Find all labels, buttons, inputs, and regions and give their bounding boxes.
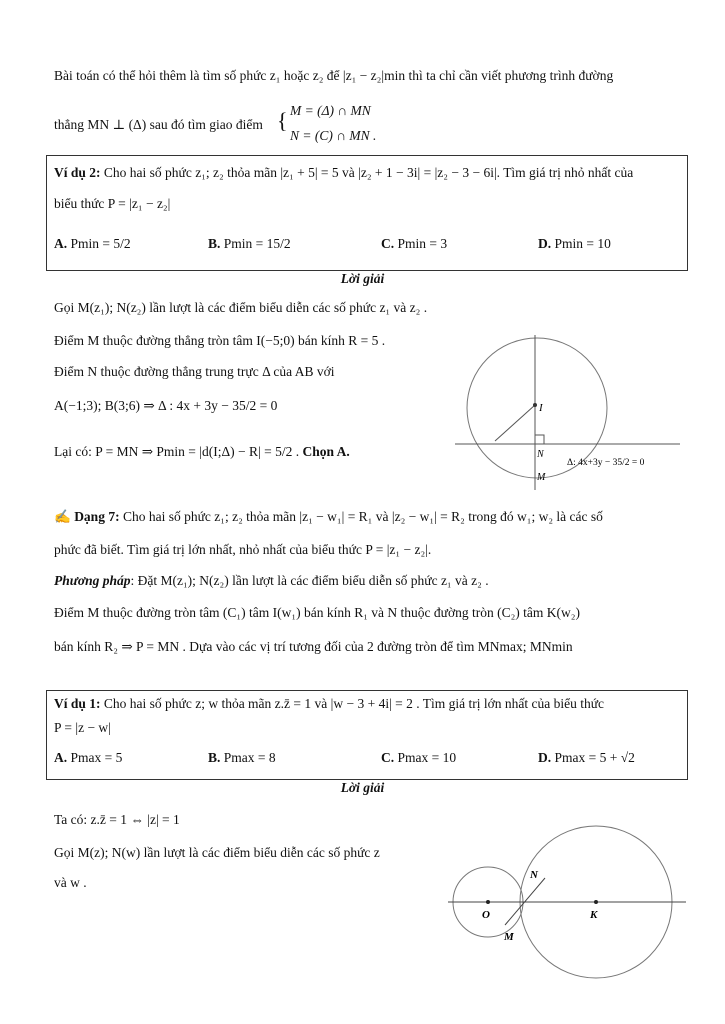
example-2-statement-2: biểu thức P = |z₁ − z₂|: [54, 196, 171, 211]
ex2-solution-line-3: Điểm N thuộc đường thẳng trung trực Δ của AB với: [54, 364, 335, 379]
point-i: [533, 403, 537, 407]
dang-7-line-3: Điểm M thuộc đường tròn tâm (C₁) tâm I(w₁) bán kính R₁ và N thuộc đường tròn (C₂) tâm K(w₂): [54, 605, 580, 620]
example-2-label: Ví dụ 2:: [54, 165, 101, 180]
example-1-label: Ví dụ 1:: [54, 696, 101, 711]
ex1-option-b: B. Pmax = 8: [208, 750, 276, 765]
ex1-option-d: D. Pmax = 5 + √2: [538, 750, 635, 765]
intro-line-2: thẳng MN ⊥ (Δ) sau đó tìm giao điểm: [54, 117, 263, 132]
ex1-option-a: A. Pmax = 5: [54, 750, 123, 765]
ex2-option-d: D. Pmin = 10: [538, 236, 611, 251]
point-o: [486, 900, 490, 904]
dang-7-line-2: phức đã biết. Tìm giá trị lớn nhất, nhỏ nhất của biểu thức P = |z₁ − z₂|.: [54, 542, 432, 557]
answer-choice: Chọn A.: [299, 444, 350, 459]
system-eq-2: N = (C) ∩ MN .: [290, 128, 377, 143]
label-delta-eq: Δ: 4x+3y − 35/2 = 0: [567, 458, 645, 468]
example-1-statement-1: Ví dụ 1: Cho hai số phức z; w thỏa mãn z.z̄ = 1 và |w − 3 + 4i| = 2 . Tìm giá trị lớn nhất của biểu thức: [54, 696, 605, 711]
right-angle-mark: [535, 435, 544, 444]
label-m: M: [537, 472, 546, 483]
method-line: Phương pháp: Đặt M(z₁); N(z₂) lần lượt là các điểm biểu diễn số phức z₁ và z₂ .: [54, 573, 489, 588]
example-2-text: Cho hai số phức z₁; z₂ thỏa mãn |z₁ + 5| = 5 và |z₂ + 1 − 3i| = |z₂ − 3 − 6i|. Tìm giá trị nhỏ nhất của: [100, 165, 634, 180]
ex1-solution-line-2: Gọi M(z); N(w) lần lượt là các điểm biểu diễn các số phức z: [54, 845, 380, 860]
dang-7-line-4: bán kính R₂ ⇒ P = MN . Dựa vào các vị trí tương đối của 2 đường tròn để tìm MNmax; MNmin: [54, 639, 573, 654]
ex1-solution-line-1: Ta có: z.z̄ = 1 ⇔ |z| = 1: [54, 812, 180, 827]
point-k: [594, 900, 598, 904]
radius-segment: [495, 405, 535, 441]
ex2-option-c: C. Pmin = 3: [381, 236, 448, 251]
label-m2: M: [504, 931, 514, 943]
system-eq-1: M = (Δ) ∩ MN: [290, 103, 371, 118]
label-k: K: [590, 909, 598, 921]
ex2-option-b: B. Pmin = 15/2: [208, 236, 291, 251]
label-n: N: [537, 449, 544, 460]
dang-7-label: Dạng 7:: [74, 509, 120, 524]
ex2-solution-line-1: Gọi M(z₁); N(z₂) lần lượt là các điểm biểu diễn các số phức z₁ và z₂ .: [54, 300, 428, 315]
label-o: O: [482, 909, 490, 921]
dang-7-line-1: ✍ Dạng 7: Cho hai số phức z₁; z₂ thỏa mãn |z₁ − w₁| = R₁ và |z₂ − w₁| = R₂ trong đó w₁; w₂ là các số: [54, 509, 603, 524]
intro-line-1: Bài toán có thể hỏi thêm là tìm số phức z₁ hoặc z₂ để |z₁ − z₂|min thì ta chỉ cần viết phương trình đường: [54, 68, 614, 83]
ex2-solution-line-4: A(−1;3); B(3;6) ⇒ Δ : 4x + 3y − 35/2 = 0: [54, 398, 278, 413]
figure-circle-line: [455, 325, 680, 495]
example-2-statement-1: [54, 165, 633, 181]
ex2-solution-title: Lời giải: [340, 271, 385, 286]
system-brace: {: [277, 108, 288, 133]
example-1-statement-2: P = |z − w|: [54, 720, 111, 735]
ex1-solution-title: Lời giải: [340, 780, 385, 795]
label-n2: N: [530, 869, 538, 881]
method-label: Phương pháp: [54, 573, 131, 588]
ex2-solution-line-2: Điểm M thuộc đường thẳng tròn tâm I(−5;0) bán kính R = 5 .: [54, 333, 386, 348]
figure-two-circles: [448, 842, 688, 992]
ex1-option-c: C. Pmax = 10: [381, 750, 457, 765]
ex2-option-a: A. Pmin = 5/2: [54, 236, 131, 251]
pen-icon: ✍: [54, 509, 71, 524]
ex2-solution-line-5: Lại có: P = MN ⇒ Pmin = |d(I;Δ) − R| = 5/2 . Chọn A.: [54, 444, 350, 459]
label-i: I: [539, 402, 543, 414]
ex1-solution-line-3: và w .: [54, 875, 87, 890]
